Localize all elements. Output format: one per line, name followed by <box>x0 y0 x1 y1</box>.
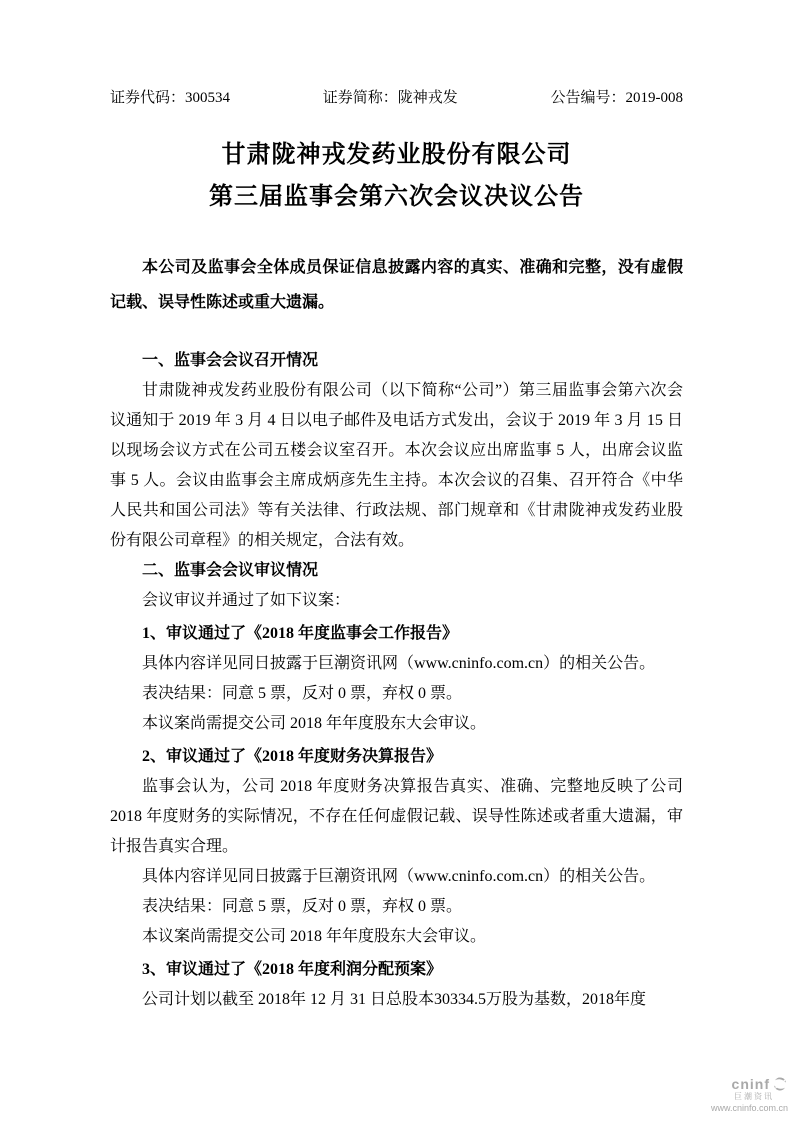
cninfo-url: www.cninfo.com.cn <box>710 1103 788 1114</box>
resolution-item-2-opinion: 监事会认为，公司 2018 年度财务决算报告真实、准确、完整地反映了公司 2018 年度财务的实际情况，不存在任何虚假记载、误导性陈述或者重大遗漏，审计报告真实合理。 <box>110 778 683 855</box>
meeting-resolution-title-line: 第三届监事会第六次会议决议公告 <box>209 184 584 210</box>
resolution-item-2-disclosure-note: 具体内容详见同日披露于巨潮资讯网（www.cninfo.com.cn）的相关公告。 <box>142 868 656 885</box>
document-title <box>110 134 683 218</box>
cninfo-watermark <box>711 1076 788 1114</box>
cninfo-logo-icon <box>772 1076 788 1092</box>
resolution-item-1-heading: 1、审议通过了《2018 年度监事会工作报告》 <box>142 625 459 642</box>
stock-code: 证券代码：300534 <box>110 90 231 106</box>
stock-short-name: 证券简称：陇神戎发 <box>322 90 458 106</box>
cninfo-chinese-name: 巨潮资讯 <box>734 1092 774 1102</box>
section-1-heading: 一、监事会会议召开情况 <box>142 352 319 369</box>
resolution-item-2-vote-result: 表决结果：同意 5 票，反对 0 票，弃权 0 票。 <box>142 898 463 915</box>
truthfulness-declaration: 本公司及监事会全体成员保证信息披露内容的真实、准确和完整，没有虚假记载、误导性陈述或重大遗漏。 <box>110 259 683 311</box>
company-name-title-line: 甘肃陇神戎发药业股份有限公司 <box>221 142 572 168</box>
resolution-item-1-disclosure-note: 具体内容详见同日披露于巨潮资讯网（www.cninfo.com.cn）的相关公告。 <box>142 655 656 672</box>
cninfo-brand-text: cninf <box>731 1075 770 1092</box>
securities-info-header <box>110 88 683 108</box>
document-body <box>110 346 683 1015</box>
section-1-paragraph: 甘肃陇神戎发药业股份有限公司（以下简称“公司”）第三届监事会第六次会议通知于 2019 年 3 月 4 日以电子邮件及电话方式发出，会议于 2019 年 3 月 15 日以现场会议方式在公司五楼会议室召开。本次会议应出席监事 5 人，出席会议监事 5 人。会议由监事会主席成炳彦先生主持。本次会议的召集、召开符合《中华人民共和国公司法》等有关法律、行政法规、部门规章和《甘肃陇神戎发药业股份有限公司章程》的相关规定，合法有效。 <box>110 382 683 549</box>
section-2-intro: 会议审议并通过了如下议案： <box>142 592 351 609</box>
resolution-item-1-submission-note: 本议案尚需提交公司 2018 年年度股东大会审议。 <box>142 715 487 732</box>
resolution-item-3-paragraph: 公司计划以截至 2018年 12 月 31 日总股本30334.5万股为基数，2018年度 <box>142 991 647 1008</box>
resolution-item-2-heading: 2、审议通过了《2018 年度财务决算报告》 <box>142 748 443 765</box>
resolution-item-3-heading: 3、审议通过了《2018 年度利润分配预案》 <box>142 961 443 978</box>
section-2-heading: 二、监事会会议审议情况 <box>142 562 319 579</box>
resolution-item-2-submission-note: 本议案尚需提交公司 2018 年年度股东大会审议。 <box>142 928 487 945</box>
announcement-number: 公告编号：2019-008 <box>550 90 683 106</box>
cninfo-brand-row <box>711 1076 788 1092</box>
resolution-item-1-vote-result: 表决结果：同意 5 票，反对 0 票，弃权 0 票。 <box>142 685 463 702</box>
